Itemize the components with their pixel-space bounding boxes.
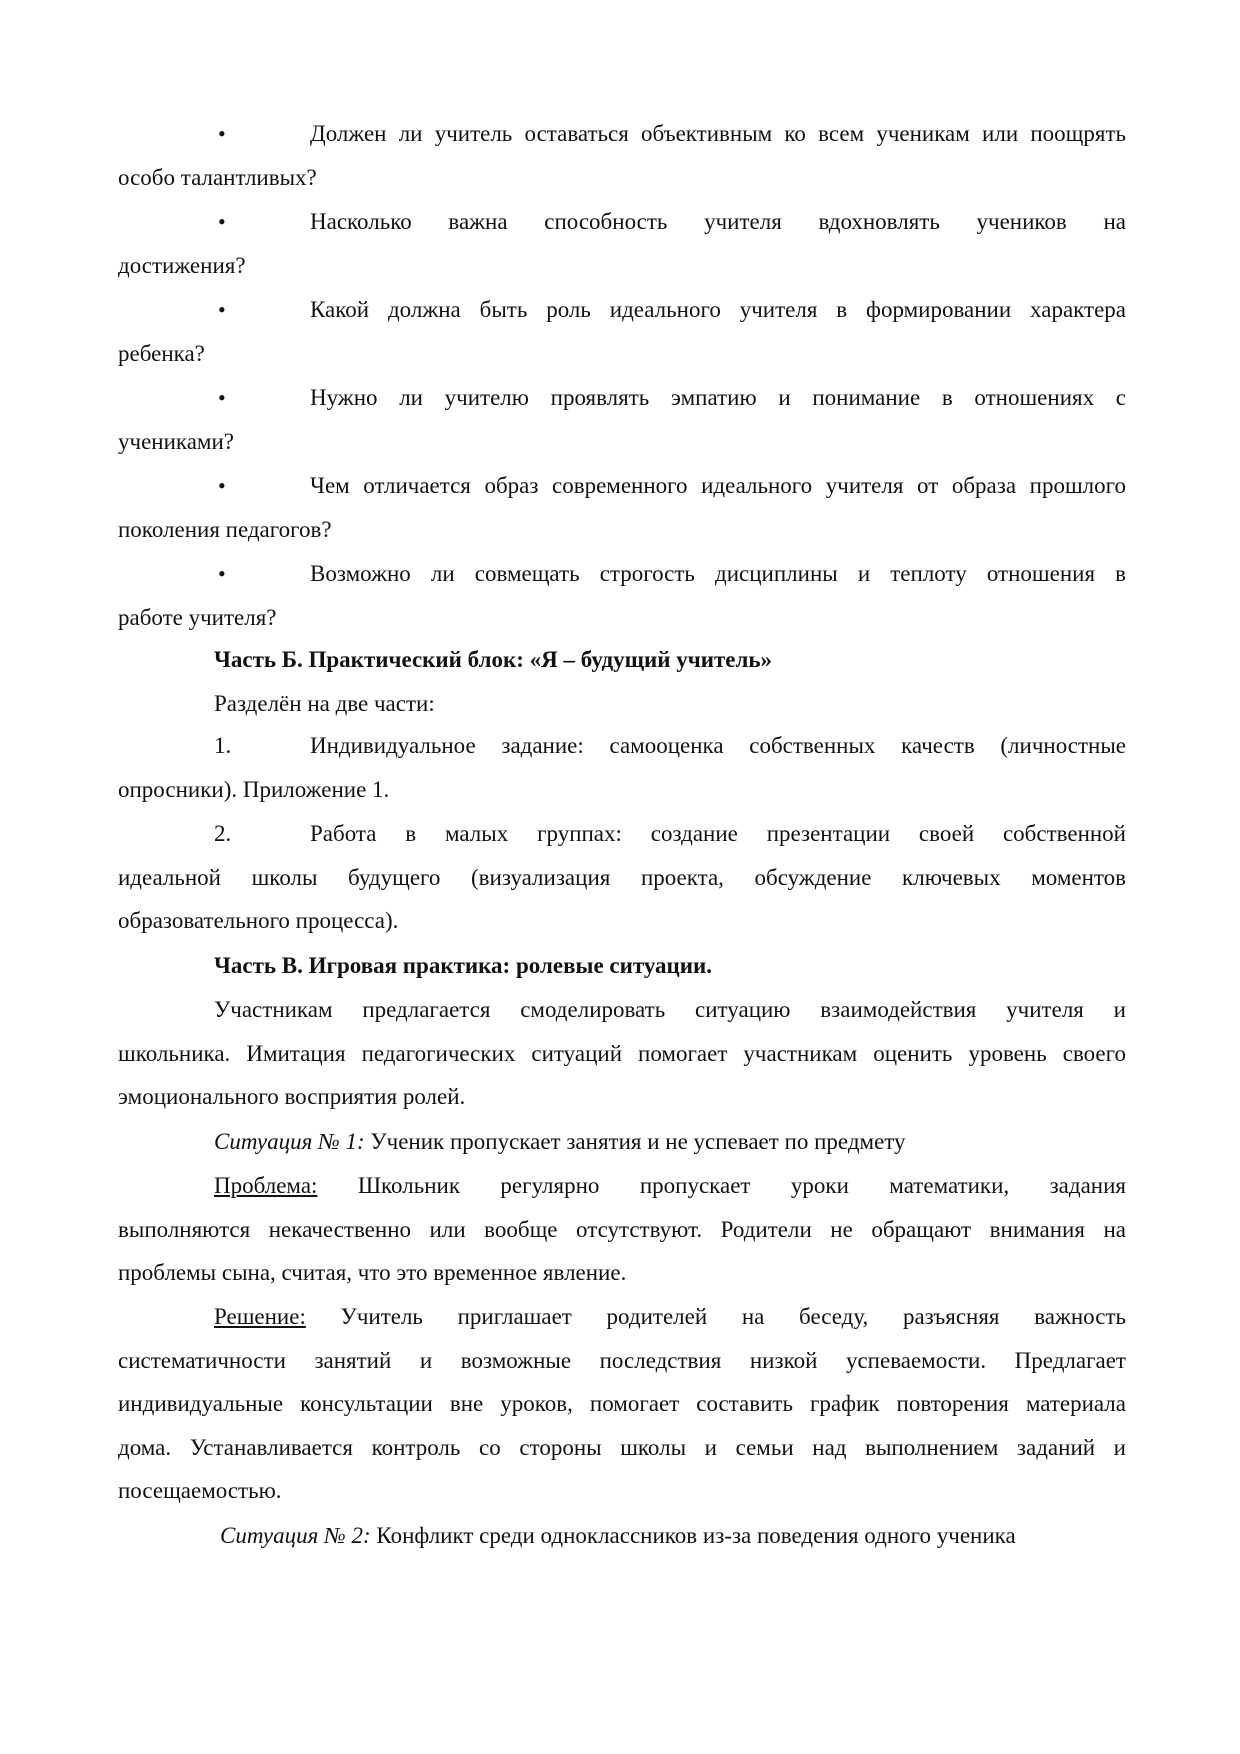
bullet-marker: • bbox=[218, 561, 226, 586]
solution-text: Учитель приглашает родителей на беседу, разъясняя важность bbox=[305, 1304, 1126, 1329]
solution-line2: систематичности занятий и возможные последствия низкой успеваемости. Предлагает bbox=[118, 1347, 1126, 1373]
numbered-item-line2: опросники). Приложение 1. bbox=[118, 776, 390, 802]
problem-line2: выполняются некачественно или вообще отсутствуют. Родители не обращают внимания на bbox=[118, 1216, 1126, 1242]
solution-line4: дома. Устанавливается контроль со стороны школы и семьи над выполнением заданий и bbox=[118, 1434, 1126, 1460]
numbered-item-line1: Индивидуальное задание: самооценка собственных качеств (личностные bbox=[310, 733, 1126, 758]
paragraph-line3: эмоционального восприятия ролей. bbox=[118, 1084, 466, 1110]
bullet-marker: • bbox=[218, 473, 226, 498]
numbered-item bbox=[118, 812, 1126, 943]
problem-line1 bbox=[118, 1164, 1126, 1208]
problem-line3: проблемы сына, считая, что это временное явление. bbox=[118, 1260, 627, 1286]
solution-label: Решение: bbox=[214, 1304, 306, 1329]
list-item-line1: Насколько важна способность учителя вдохновлять учеников на bbox=[310, 209, 1126, 234]
situation-1-label: Ситуация № 1: bbox=[214, 1129, 365, 1154]
bullet-marker: • bbox=[218, 385, 226, 410]
section-heading-part-b: Часть Б. Практический блок: «Я – будущий учитель» bbox=[214, 647, 773, 672]
solution-paragraph bbox=[118, 1295, 1126, 1513]
solution-line3: индивидуальные консультации вне уроков, помогает составить график повторения материала bbox=[118, 1391, 1126, 1417]
situation-1-text: Ученик пропускает занятия и не успевает по предмету bbox=[364, 1129, 906, 1154]
list-item-line1: Чем отличается образ современного идеального учителя от образа прошлого bbox=[310, 473, 1126, 498]
problem-paragraph bbox=[118, 1164, 1126, 1295]
list-item-line2: достижения? bbox=[118, 252, 246, 278]
list-item-line2: ребенка? bbox=[118, 340, 205, 366]
list-item-line2: особо талантливых? bbox=[118, 164, 317, 190]
list-item bbox=[118, 552, 1126, 639]
list-item bbox=[118, 200, 1126, 287]
bullet-marker: • bbox=[218, 121, 226, 146]
solution-line1 bbox=[118, 1295, 1126, 1339]
numbered-marker: 1. bbox=[214, 733, 232, 758]
numbered-item-line3: образовательного процесса). bbox=[118, 908, 399, 934]
list-item bbox=[118, 112, 1126, 199]
list-item-line1: Нужно ли учителю проявлять эмпатию и понимание в отношениях с bbox=[310, 385, 1126, 410]
paragraph-line2: школьника. Имитация педагогических ситуаций помогает участникам оценить уровень своего bbox=[118, 1040, 1126, 1066]
list-item-line1: Должен ли учитель оставаться объективным ко всем ученикам или поощрять bbox=[310, 121, 1126, 146]
numbered-item-line1: Работа в малых группах: создание презентации своей собственной bbox=[310, 821, 1126, 846]
bullet-marker: • bbox=[218, 297, 226, 322]
list-item bbox=[118, 288, 1126, 375]
list-item-line2: работе учителя? bbox=[118, 604, 277, 630]
situation-2-text: Конфликт среди одноклассников из-за поведения одного ученика bbox=[370, 1523, 1016, 1548]
situation-1 bbox=[214, 1120, 906, 1164]
list-item-line1: Возможно ли совмещать строгость дисциплины и теплоту отношения в bbox=[310, 561, 1126, 586]
numbered-item-line2: идеальной школы будущего (визуализация проекта, обсуждение ключевых моментов bbox=[118, 864, 1126, 890]
problem-label: Проблема: bbox=[214, 1173, 318, 1198]
part-b-intro: Разделён на две части: bbox=[214, 691, 435, 716]
part-c-paragraph bbox=[118, 988, 1126, 1119]
situation-2 bbox=[220, 1514, 1016, 1558]
solution-line5: посещаемостью. bbox=[118, 1478, 282, 1504]
section-heading-part-c: Часть В. Игровая практика: ролевые ситуации. bbox=[214, 953, 713, 978]
numbered-marker: 2. bbox=[214, 821, 232, 846]
list-item bbox=[118, 376, 1126, 463]
list-item-line2: поколения педагогов? bbox=[118, 516, 332, 542]
numbered-item bbox=[118, 724, 1126, 811]
situation-2-label: Ситуация № 2: bbox=[220, 1523, 371, 1548]
list-item-line1: Какой должна быть роль идеального учителя в формировании характера bbox=[310, 297, 1126, 322]
paragraph-line1: Участникам предлагается смоделировать ситуацию взаимодействия учителя и bbox=[214, 997, 1126, 1022]
list-item bbox=[118, 464, 1126, 551]
list-item-line2: учениками? bbox=[118, 428, 234, 454]
problem-text: Школьник регулярно пропускает уроки математики, задания bbox=[317, 1173, 1126, 1198]
bullet-marker: • bbox=[218, 209, 226, 234]
